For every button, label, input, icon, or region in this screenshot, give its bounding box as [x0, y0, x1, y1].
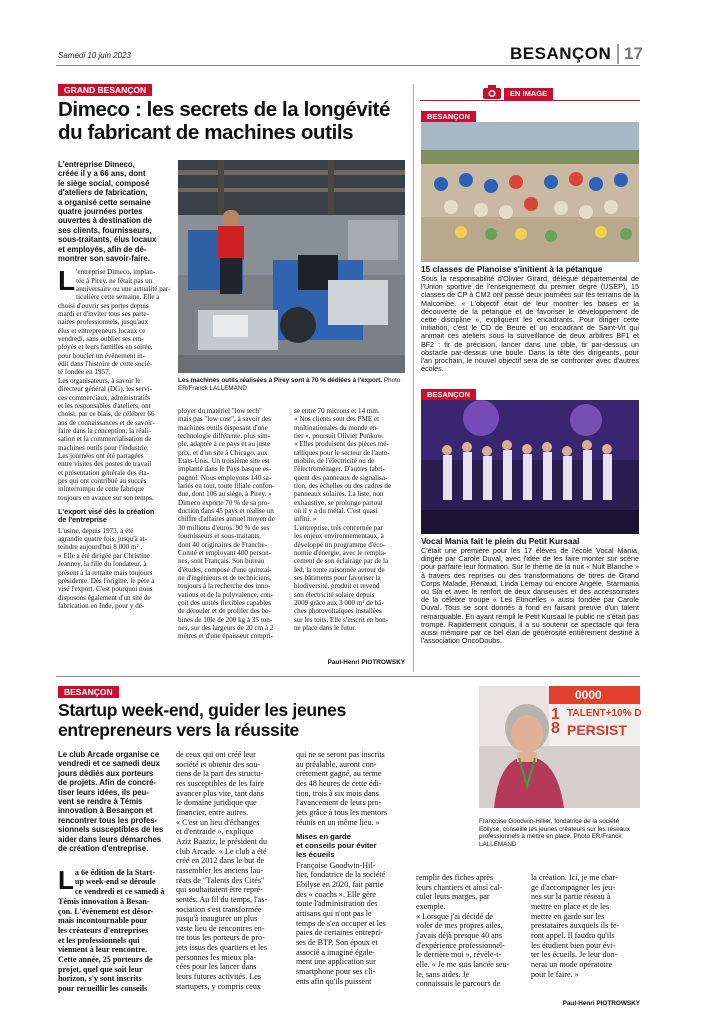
article2-signature: Paul-Henri PIOTROWSKY [562, 1000, 640, 1007]
article2-subhead: Mises en garde et conseils pour éviter les écueils [296, 832, 377, 859]
article1-signature: Paul-Henri PIOTROWSKY [327, 659, 405, 666]
article1-col3: se entre 70 microns et 14 mm. « Nos clients sont des PME et multinationales du monde en- tier », poursuit Olivier Punkow. « Elles produisent des pièces mé- talliques pour le secteur de l'auto- mobile, de l'électricité ou de l'électroménager. D'autres fabri- quent des panneaux de signalisa- tion, des échelles ou des cadres de panneaux solaires. La liste, non exhaustive, se prolonge partout où il y a du métal. C'est quasi infini. » L'entreprise, très concernée par les enjeux environnementaux, a développé un programme d'éco- nomie d'énergie, avec le rempla- cement de son éclairage par de la led, la tonte raisonnée autour de ses bâtiments pour favoriser la biodiversité, produit et revend son électricité solaire depuis 2009 grâce aux 3 000 m² de bâ- ches photovoltaïques installées sur les toits. Elle s'inscrit en bon- ne place dans le futur. [294, 407, 392, 632]
workshop-photo-credit: Photo ER/Franck LALLEMAND [178, 377, 401, 392]
vocal-mania-photo [421, 400, 639, 534]
en-image-item1-kicker: BESANÇON [421, 111, 476, 122]
article2-kicker: BESANÇON [58, 686, 119, 698]
en-image-item2-title: Vocal Mania fait le plein du Petit Kursaal [421, 536, 580, 546]
banner-text-2: PERSIST [567, 722, 627, 738]
article2-col3 [296, 750, 411, 1014]
article1-subhead: L'export visé dès la création de l'entreprise [58, 506, 155, 525]
camera-icon [482, 84, 502, 100]
petanque-photo [421, 122, 639, 262]
en-image-item1-title: 15 classes de Planoise s'initient à la pétanque [421, 264, 603, 274]
article1-col1-text2: L'usine, depuis 1973, a été agrandie quatre fois, jusqu'à at- teindre aujourd'hui 8 000 m² . « Elle a été dirigée par Christine Jeanney, la fille du fondateur, à présent à la retraite mais toujours présidente. Dès l'origine, le père a visé l'export. C'est pourquoi nous disposons également d'un site de fabrication en Inde, pour y dé- [58, 526, 155, 610]
portrait-photo-caption [479, 818, 635, 850]
article2-title-line1: Startup week-end, guider les jeunes [58, 700, 347, 720]
article1-lead: L'entreprise Dimeco, créée il y a 66 ans, dont le siège social, composé d'ateliers de fabrication, a organisé cette semaine quatre journées portes ouvertes à destination de ses clients, fournisseurs, sous-traitants, élus locaux et employés, afin de dé- montrer son savoir-faire. [58, 160, 157, 264]
article1-dropcap: L [58, 265, 76, 297]
en-image-label: EN IMAGE [504, 88, 553, 100]
en-image-item2-text: C'était une première pour les 17 élèves de l'école Vocal Mania, dirigée par Carole Duval, avec l'idée de les faire monter sur scène pour parfaire leur formation. Sur le thème de la nuit « Nuit Blanche » à travers des reprises ou des transformations de titres de Grand Corps Malade, Renaud, Linda Lemay ou encore Angèle, Starmania ou Sia et avec le renfort de deux danseuses et des accessoiristes de la célèbre troupe « Les Etincelles » aussi fondée par Carole Duval. Tous se sont donnés à fond en faisant preuve d'un talent remarquable. En ayant rempli le Petit Kursaal le public ne s'était pas trompé. Rapidement conquis, il a su soutenir ce spectacle qui fera aussi mémoire par ce bel élan de générosité entièrement destiné à l'association OncoDoubs. [421, 546, 639, 646]
en-image-item2-kicker: BESANÇON [421, 389, 476, 400]
workshop-caption-text: Les machines outils réalisées à Pirey sont à 70 % dédiées à l'export. [178, 377, 383, 384]
header-date: Samedi 10 juin 2023 [58, 51, 131, 60]
article2-lead: Le club Arcade organise ce vendredi et ce samedi deux jours dédiés aux porteurs de projets. Afin de concré- tiser leurs idées, ils peu- vent se rendre à Témis innovation à Besançon et rencontrer tous les profes- sionnels susceptibles de les aider dans leurs démarches de création d'entreprise. [58, 750, 164, 854]
page-header [0, 0, 701, 70]
banner-text-5: 0000 [575, 688, 602, 702]
banner-text-3: 1 [551, 706, 560, 723]
article2-col1-text: a 6e édition de la Start- up week-end se déroule ce vendredi et ce samedi à Témis innovation à Besan- çon. L'évènement est désor- mais incontournable pour les créateurs d'entreprises et les professionnels qui viennent à leur rencontre. Cette année, 25 porteurs de projet, quel que soit leur horizon, s'y sont inscrits pour recueillir les conseils [58, 867, 165, 994]
article1-title-line2: du fabricant de machines outils [58, 121, 354, 144]
header-rule [56, 65, 640, 66]
article1-col2: ployer du matériel "low tech" mais pas "low cost", à savoir des machines outils disposant d'une technologie différente, plus sim- ple, adaptée à ce pays et au juste prix, et d'un site à Chicago, aux Etats-Unis. Un troisième site est implanté dans le Pays basque es- pagnol. Nous employons 140 sa- lariés en tout, toute filiale confon- due, dont 106 au siège, à Pirey. » Dimeco exporte 70 % de sa pro- duction dans 45 pays et réalise un chiffre d'affaires annuel moyen de 30 millions d'euros. 90 % de ses fournisseurs et sous-traitants, dont 40 originaires de Franche- Comté et employant 400 person- nes, sont Français. Son bureau d'études, composé d'une quinzai- ne d'ingénieurs et de techniciens, toujours à la recherche des inno- vations et de la polyvalence, con- çoit des unités flexibles capables de dérouler et de profiler des bo- bines de 10le de 200 kg à 35 ton- nes, sur des largeurs de 20 cm à 2 mètres et d'une épaisseur compri- [178, 407, 275, 641]
workshop-photo-caption [178, 377, 405, 397]
article2-col4: remplir des fiches après leurs chantiers et ainsi cal- culer leurs marges, par exemple. « Lorsque j'ai décidé de voler de mes propres ailes, j'avais déjà presque 40 ans d'expérience professionnel- le derrière moi », révèle-t- elle. « Je me suis lancée seu- le, sans aides. Je connaissais le parcours de [416, 873, 510, 989]
en-image-rule [420, 100, 640, 101]
page-number: 17 [624, 44, 643, 63]
column-separator [413, 84, 414, 672]
article1-col1 [58, 260, 173, 665]
en-image-banner [420, 88, 640, 102]
portrait-caption-text: Françoise Goodwin-Hillier, fondatrice de la société Ebilyse, conseille les jeunes créateurs sur les réseaux professionnels à mettre en place. [479, 818, 630, 841]
article1-title [58, 98, 418, 144]
article2-title-line2: entrepreneurs vers la réussite [58, 720, 299, 740]
article2-dropcap: L [58, 864, 74, 895]
article2-col3-text2: Françoise Goodwin-Hil- lier, fondatrice de la société Ebilyse en 2020, fait partie des « coachs ». Elle gère toute l'administration des artisans qui n'ont pas le temps de s'en occuper et les paies de certaines entrepri- ses de BTP. Son époux et associé a imaginé égale- ment une application sur smartphone pour ses cli- ents afin qu'ils puissent [296, 860, 386, 986]
article1-col1-text: 'entreprise Dimeco, implan- tée à Pirey, ne fêtait pas un anniversaire ou une actualité par- ticulière cette semaine. Elle a choisi d'ouvrir ses portes depuis mardi et d'inviter tous ses parte- naires professionnels, jusqu'aux élus et entrepreneurs locaux ce vendredi, sans oublier ses em- ployés et leurs familles en soirée, pour boucler un évènement in- édit dans l'histoire de cette socié- té fondée en 1957. Les organisateurs, à savoir le directeur général (DG), les servi- ces commerciaux, administratifs et les responsables d'ateliers, ont choisi, par ce biais, de célébrer 66 ans de connaissances et de savoir- faire dans la conception, la réali- sation et la commercialisation de machines outils pour l'industrie. Les journées ont été partagées entre visites des postes de travail et présentation générale des éta- pes qui ont contribué au succès ininterrompu de cette fabrique toujours en avance sur son temps. [58, 268, 171, 502]
banner-text-4: 8 [551, 720, 560, 737]
workshop-photo [178, 160, 405, 373]
banner-text-1: TALENT+10% D [567, 708, 642, 719]
header-divider [617, 44, 619, 64]
article2-title [58, 700, 478, 740]
article2-col1 [58, 858, 170, 1014]
header-section: BESANÇON [510, 44, 612, 63]
portrait-photo-credit: Photo ER/Franck LALLEMAND [479, 833, 622, 848]
article2-col3-text: qui ne se seront pas inscrits au préalable, auront con- crètement gagné, au terme des 48 heures de cette édi- tion, trois à six mois dans l'avancement de leurs pro- jets grâce à tous les mentors réunis en un même lieu. » [296, 750, 388, 827]
portrait-photo [479, 686, 640, 808]
article1-kicker: GRAND BESANÇON [58, 84, 152, 96]
article2-col2: de ceux qui ont créé leur société et obtenir des sou- tiens de la part des structu- res susceptibles de les faire avancer plus vite, tant dans le domaine juridique que financier, entre autres. « C'est un lieu d'échanges et d'entraide », explique Aziz Baaziz, le président du club Arcade. « Le club a été créé en 2012 dans le but de rassembler les anciens lau- réats de "Talents des Cités" qui souhaitaient être repré- sentés. Au fil du temps, l'as- sociation s'est transformée jusqu'à inaugurer un plus vaste lieu de rencontres en- tre tous les porteurs de pro- jets issus des quartiers et les personnes les mieux pla- cées pour les lancer dans leurs futures activités. Les startupers, y compris ceux [176, 750, 268, 991]
article2-col5: la création. Ici, je me char- ge d'accompagner les jeu- nes sur la partie réseau à mettre en place et de les mettre en garde sur les prestataires auxquels ils fe- ront appel. Il faudra qu'ils les étudient bien pour évi- ter les écueils. Je leur don- nerai un mode opératoire pour le faire. » [531, 873, 620, 979]
article1-title-line1: Dimeco : les secrets de la longévité [58, 98, 390, 121]
section-separator [56, 676, 640, 677]
en-image-item1-text: Sous la responsabilité d'Olivier Girard, délégué départemental de l'Union sportive de l'enseignement du premier degré (USEP), 15 classes de CP à CM2 ont passé deux journées sur les terrains de la Malcombe. « L'objectif était de leur montrer les bases et la découverte de la pétanque et de favoriser le développement de cette discipline », expliquent les encadrants. Pour diriger cette initiation, c'est le CD de Beure et un encadrant de Saint-Vit qui animait ces ateliers sous la surveillance de deux arbitres BF1 et BF2 : tir de précision, lancer dans une cible, tir par-dessus un obstacle par-dessus une boule. Dans la tête des dirigeants, pour l'an prochain, le nouvel objectif sera de se confronter avec d'autres écoles. [421, 274, 639, 374]
